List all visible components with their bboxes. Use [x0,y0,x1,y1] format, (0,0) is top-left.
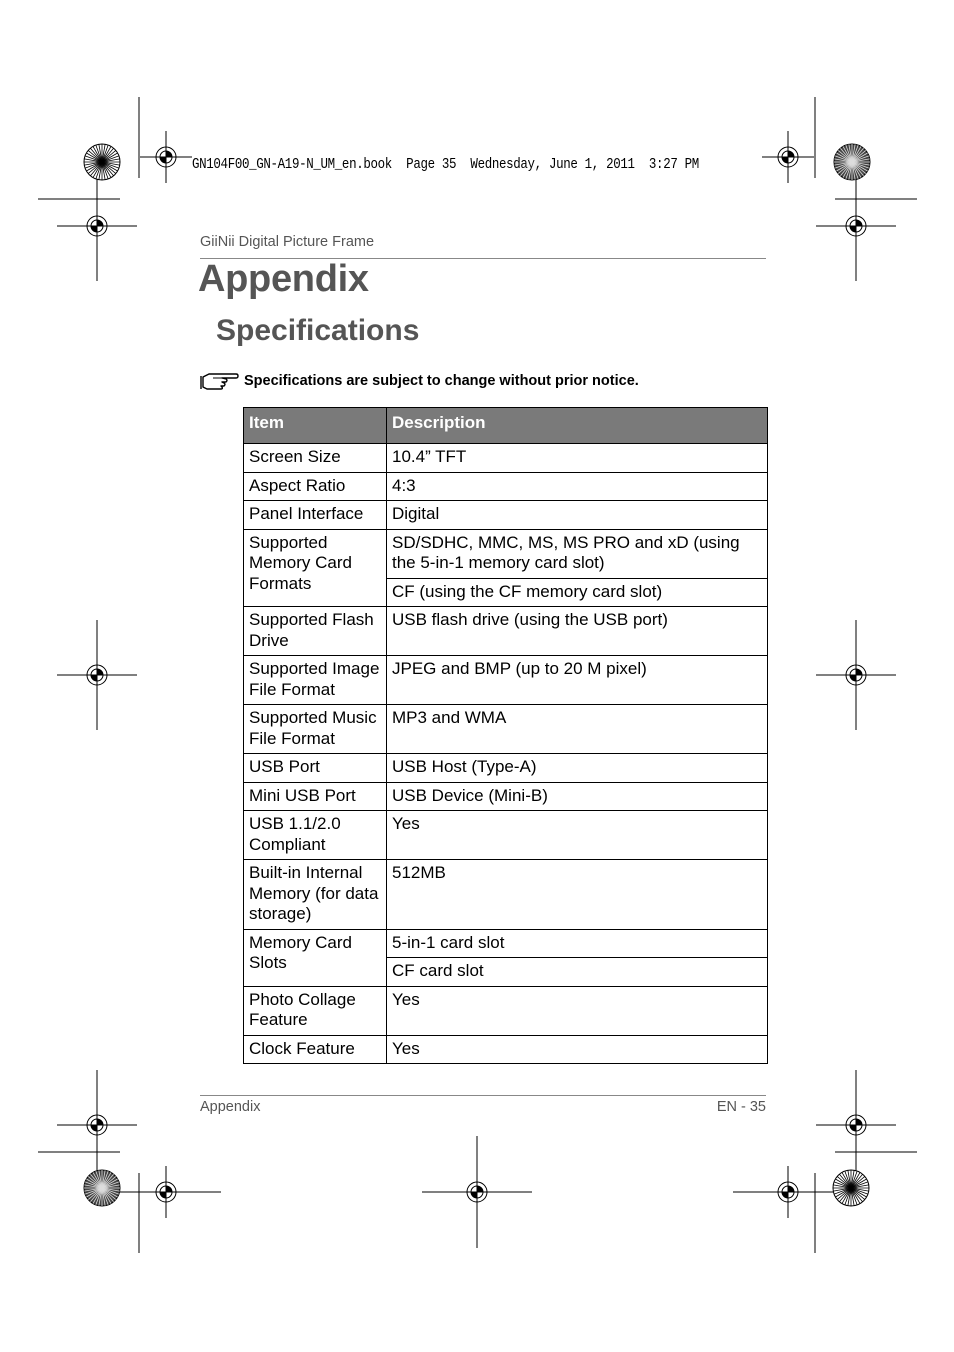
registration-starburst-icon [834,144,870,180]
spec-item: Supported Memory Card Formats [244,529,387,607]
spec-item: Mini USB Port [244,782,387,811]
registration-target-icon [57,620,137,730]
registration-target-icon [733,1166,843,1218]
spec-description: JPEG and BMP (up to 20 M pixel) [387,656,768,705]
print-slug: GN104F00_GN-A19-N_UM_en.book Page 35 Wednesday, June 1, 2011 3:27 PM [192,157,699,173]
spec-description: 4:3 [387,472,768,501]
note-text: Specifications are subject to change without prior notice. [244,373,639,389]
registration-target-icon [816,620,896,730]
spec-description: Yes [387,1035,768,1064]
column-header-description: Description [387,408,768,444]
registration-target-icon [111,1166,221,1218]
spec-item: USB 1.1/2.0 Compliant [244,811,387,860]
spec-description: Yes [387,986,768,1035]
registration-starburst-icon [84,144,120,180]
section-title: Specifications [216,314,420,347]
spec-description: 10.4” TFT [387,444,768,473]
spec-description: CF card slot [387,958,768,987]
spec-item: USB Port [244,754,387,783]
registration-target-icon [57,1070,137,1180]
spec-description: CF (using the CF memory card slot) [387,578,768,607]
spec-item: Aspect Ratio [244,472,387,501]
spec-description: USB Device (Mini-B) [387,782,768,811]
spec-description: USB Host (Type-A) [387,754,768,783]
page-title: Appendix [198,258,369,300]
running-head: GiiNii Digital Picture Frame [200,234,375,250]
spec-item: Panel Interface [244,501,387,530]
registration-target-icon [816,171,896,281]
registration-target-icon [422,1136,532,1248]
spec-description: 512MB [387,860,768,930]
registration-starburst-icon [84,1170,120,1206]
spec-description: Digital [387,501,768,530]
column-header-item: Item [244,408,387,444]
spec-description: MP3 and WMA [387,705,768,754]
spec-item: Clock Feature [244,1035,387,1064]
registration-target-icon [762,131,814,183]
spec-item: Supported Image File Format [244,656,387,705]
registration-starburst-icon [833,1170,869,1206]
spec-item: Supported Flash Drive [244,607,387,656]
spec-item: Built-in Internal Memory (for data storage) [244,860,387,930]
spec-item: Photo Collage Feature [244,986,387,1035]
spec-item: Memory Card Slots [244,929,387,986]
page-number: EN - 35 [716,1099,766,1115]
spec-item: Supported Music File Format [244,705,387,754]
spec-item: Screen Size [244,444,387,473]
registration-target-icon [57,171,137,281]
spec-description: SD/SDHC, MMC, MS, MS PRO and xD (using the 5-in-1 memory card slot) [387,529,768,578]
registration-target-icon [140,131,192,183]
spec-description: 5-in-1 card slot [387,929,768,958]
registration-target-icon [816,1070,896,1180]
spec-description: Yes [387,811,768,860]
spec-description: USB flash drive (using the USB port) [387,607,768,656]
footer-section: Appendix [200,1099,261,1115]
